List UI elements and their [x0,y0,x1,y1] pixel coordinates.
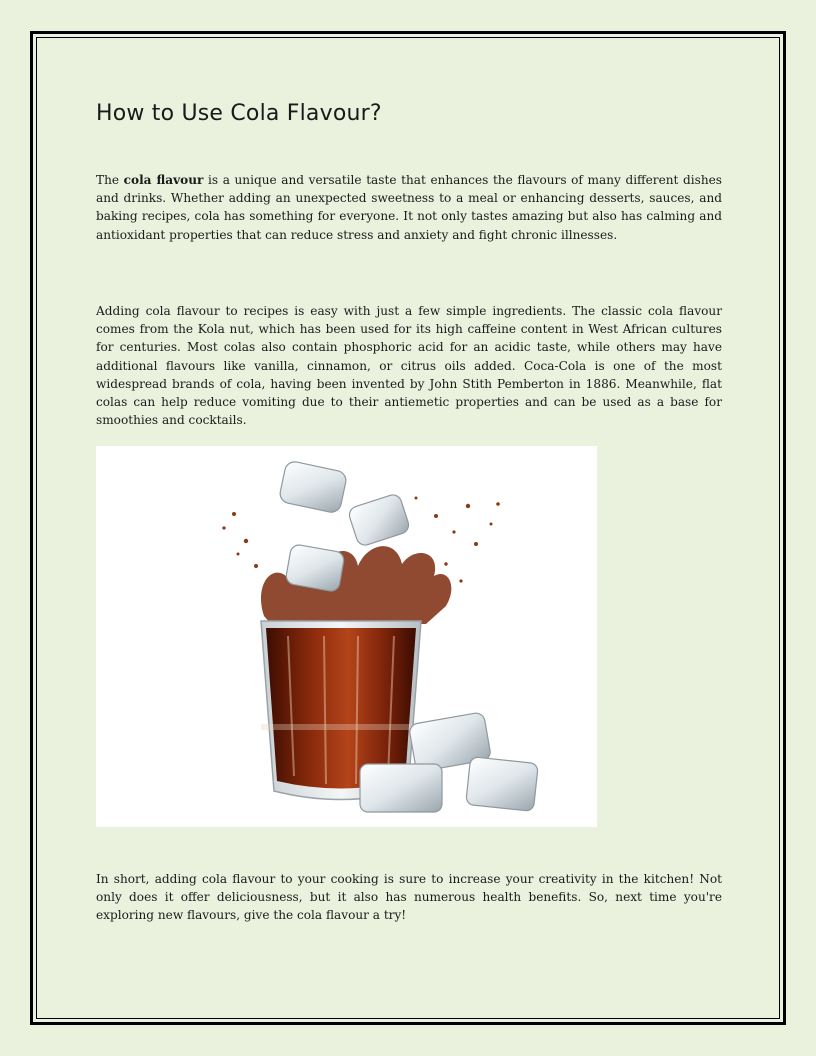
ice-cube-middle [347,493,411,548]
conclusion-paragraph: In short, adding cola flavour to your cooking is sure to increase your creativity in the kitchen! Not only does it offer deliciousness, but it also has numerous health benefits. So, next time you're exploring new flavours, give the cola flavour a try! [96,872,722,923]
intro-body-text: is a unique and versatile taste that enhances the flavours of many different dishes and drinks. Whether adding an unexpected sweetness to a meal or enhancing desserts, sauces, and baking recipes, cola has something for everyone. It not only tastes amazing but also has calming and antioxidant properties that can reduce stress and anxiety and fight chronic illnesses. [96,173,722,242]
cola-glass-illustration [96,446,597,827]
intro-paragraph [96,171,722,244]
intro-lead-text: The [96,173,124,187]
ingredients-paragraph: Adding cola flavour to recipes is easy with just a few simple ingredients. The classic cola flavour comes from the Kola nut, which has been used for its high caffeine content in West African cultures for centuries. Most colas also contain phosphoric acid for an acidic taste, while others may have additional flavours like vanilla, cinnamon, or citrus oils added. Coca-Cola is one of the most widespread brands of cola, having been invented by John Stith Pemberton in 1886. Meanwhile, flat colas can help reduce vomiting due to their antiemetic properties and can be used as a base for smoothies and cocktails. [96,304,722,428]
ice-cube-table-left [360,764,442,812]
ice-cube-top [278,460,347,514]
ice-cube-left [285,544,345,593]
glass-band [261,724,421,730]
cola-flavour-keyword: cola flavour [123,173,204,187]
ice-cube-table-right [466,757,539,812]
cola-glass-photo [96,446,597,827]
article-title: How to Use Cola Flavour? [96,101,382,126]
